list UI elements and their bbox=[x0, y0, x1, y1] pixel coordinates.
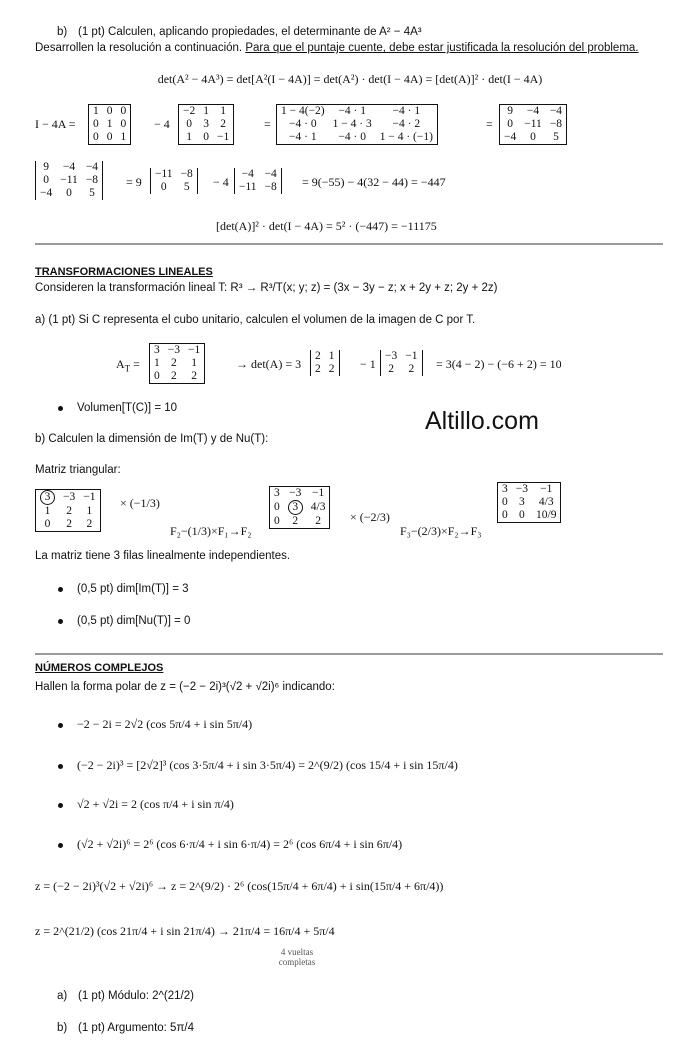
matrix-cell: 1 bbox=[93, 105, 99, 117]
matrix-row bbox=[381, 350, 423, 363]
matrix-cell: −4 · 0 bbox=[338, 131, 366, 143]
matrix-cell: −8 bbox=[549, 118, 563, 130]
instruction-underlined: Para que el puntaje cuente, debe estar justificada la resolución del problema. bbox=[245, 42, 639, 54]
matrix-cell: 0 bbox=[502, 509, 508, 521]
matrix-cell: 0 bbox=[44, 518, 51, 530]
det-minor-2 bbox=[380, 350, 423, 376]
matrix-cell: −3 bbox=[167, 344, 180, 356]
det-mid: − 1 bbox=[360, 357, 376, 371]
matrix-cell: 5 bbox=[183, 181, 190, 193]
matrix-cell: −1 bbox=[83, 491, 96, 503]
matrix-cell: 2 bbox=[328, 363, 335, 375]
matrix-cell: 2 bbox=[315, 350, 321, 362]
det-tail: = 3(4 − 2) − (−6 + 2) = 10 bbox=[436, 357, 562, 371]
minor-2 bbox=[234, 168, 282, 194]
volume-answer: Volumen[T(C)] = 10 bbox=[77, 402, 178, 414]
matrix-cell: −3 bbox=[63, 491, 76, 503]
matrix-row bbox=[36, 505, 101, 518]
answer-b-item: b) bbox=[57, 1022, 68, 1034]
matrix-row bbox=[151, 181, 198, 194]
at-equals: = bbox=[133, 357, 140, 371]
matrix-cell: 2 bbox=[220, 118, 226, 130]
eq-9: = 9 bbox=[126, 175, 142, 189]
matrix-cell: 0 bbox=[106, 131, 113, 143]
matrix-cell: −4 bbox=[85, 161, 99, 173]
matrix-row bbox=[89, 105, 131, 119]
minor-1 bbox=[150, 168, 198, 194]
matrix-row bbox=[151, 168, 198, 181]
complex-step-2: (−2 − 2i)³ = [2√2]³ (cos 3·5π/4 + i sin 3·5π/4) = 2^(9/2) (cos 15/4 + i sin 15π/4) bbox=[77, 758, 458, 772]
expanded-matrix bbox=[276, 104, 438, 145]
matrix-cell: 0 bbox=[274, 515, 280, 527]
matrix-cell: 2 bbox=[315, 363, 321, 375]
matrix-row bbox=[500, 131, 567, 145]
det-text: → det(A) = 3 bbox=[236, 357, 302, 371]
matrix-cell: −3 bbox=[289, 487, 302, 499]
matrix-cell: 0 bbox=[66, 187, 72, 199]
matrix-cell bbox=[36, 490, 60, 506]
tri-matrix-2 bbox=[269, 486, 330, 529]
matrix-row bbox=[270, 515, 330, 529]
matrix-cell: −4 · 1 bbox=[338, 105, 366, 117]
matrix-cell: 1 − 4 · (−1) bbox=[379, 131, 433, 143]
bullet-c2 bbox=[58, 764, 63, 769]
matrix-row bbox=[89, 131, 131, 145]
matrix-row bbox=[311, 350, 340, 363]
matrix-cell: −11 bbox=[239, 181, 257, 193]
matrix-cell: 2 bbox=[66, 518, 72, 530]
matrix-cell: −4 · 2 bbox=[392, 118, 421, 130]
matrix-row bbox=[500, 105, 567, 119]
identity-matrix bbox=[88, 104, 131, 145]
bullet-dim-im bbox=[58, 587, 63, 592]
matrix-cell: −4 bbox=[241, 168, 254, 180]
matrix-row bbox=[179, 118, 234, 131]
bullet-c3 bbox=[58, 803, 63, 808]
equals-sign-1: = bbox=[264, 117, 271, 131]
question-a: a) (1 pt) Si C representa el cubo unitario, calculen el volumen de la imagen de C por T. bbox=[35, 314, 476, 326]
matrix-cell: −3 bbox=[515, 483, 528, 495]
complex-intro: Hallen la forma polar de z = (−2 − 2i)³(√2 + √2i)⁶ indicando: bbox=[35, 681, 335, 693]
matrix-row bbox=[277, 118, 438, 131]
det-minor-1 bbox=[310, 350, 340, 376]
matrix-row bbox=[270, 500, 330, 515]
matrix-cell: 1 bbox=[120, 131, 127, 143]
bullet-dim-nu bbox=[58, 619, 63, 624]
bullet-c4 bbox=[58, 843, 63, 848]
matrix-row bbox=[498, 509, 561, 523]
at-label bbox=[116, 357, 140, 375]
z-line-2: z = 2^(21/2) (cos 21π/4 + i sin 21π/4) → 21π/4 = 16π/4 + 5π/4 bbox=[35, 924, 335, 938]
matrix-row bbox=[179, 105, 234, 119]
matrix-cell: 5 bbox=[553, 131, 559, 143]
dim-im: (0,5 pt) dim[Im(T)] = 3 bbox=[77, 583, 189, 595]
answer-argument: (1 pt) Argumento: 5π/4 bbox=[78, 1022, 194, 1034]
matrix-cell: −1 bbox=[217, 131, 230, 143]
at-subscript: T bbox=[124, 363, 131, 374]
matrix-row bbox=[89, 118, 131, 131]
matrix-cell: −11 bbox=[60, 174, 78, 186]
item-b-text: (1 pt) Calculen, aplicando propiedades, el determinante de A² − 4A³ bbox=[78, 26, 422, 38]
matrix-cell: 3 bbox=[203, 118, 209, 130]
matrix-cell: 9 bbox=[43, 161, 49, 173]
matrix-cell: 2 bbox=[292, 515, 299, 527]
matrix-row bbox=[498, 483, 561, 497]
eq-minus-4: − 4 bbox=[213, 175, 229, 189]
z-line-1: z = (−2 − 2i)³(√2 + √2i)⁶ → z = 2^(9/2) · 2⁶ (cos(15π/4 + 6π/4) + i sin(15π/4 + 6π/4)) bbox=[35, 879, 444, 893]
matrix-cell: 0 bbox=[93, 131, 99, 143]
matrix-cell: 5 bbox=[89, 187, 95, 199]
matrix-t bbox=[149, 343, 205, 384]
at-letter: A bbox=[116, 357, 125, 371]
matrix-cell: −4 bbox=[40, 187, 53, 199]
matrix-cell: 0 bbox=[120, 118, 127, 130]
complex-step-4: (√2 + √2i)⁶ = 2⁶ (cos 6·π/4 + i sin 6·π/4) = 2⁶ (cos 6π/4 + i sin 6π/4) bbox=[77, 837, 403, 851]
matrix-row bbox=[270, 487, 330, 501]
matrix-row bbox=[179, 131, 234, 145]
matrix-cell: −8 bbox=[264, 181, 277, 193]
complex-step-1: −2 − 2i = 2√2 (cos 5π/4 + i sin 5π/4) bbox=[77, 717, 253, 731]
matrix-row bbox=[277, 105, 438, 119]
matrix-cell: −3 bbox=[385, 350, 398, 362]
complex-step-3: √2 + √2i = 2 (cos π/4 + i sin π/4) bbox=[77, 797, 234, 811]
triangular-label: Matriz triangular: bbox=[35, 464, 121, 476]
matrix-cell: −1 bbox=[405, 350, 418, 362]
matrix-cell: 0 bbox=[43, 174, 49, 186]
dim-nu: (0,5 pt) dim[Nu(T)] = 0 bbox=[77, 615, 191, 627]
matrix-row bbox=[36, 187, 103, 200]
matrix-cell: 0 bbox=[530, 131, 536, 143]
matrix-cell: 1 bbox=[220, 105, 226, 117]
matrix-a bbox=[178, 104, 234, 145]
matrix-cell: 2 bbox=[191, 370, 197, 382]
matrix-row bbox=[277, 131, 438, 145]
matrix-cell: 0 bbox=[106, 105, 113, 117]
answer-a-item: a) bbox=[57, 990, 68, 1002]
cofactor-tail: = 9(−55) − 4(32 − 44) = −447 bbox=[302, 175, 446, 189]
matrix-cell: −4 · 1 bbox=[392, 105, 421, 117]
matrix-cell: 1 bbox=[328, 350, 335, 362]
matrix-cell: 10/9 bbox=[536, 509, 557, 521]
det-line-1: det(A² − 4A³) = det[A²(I − 4A)] = det(A²) · det(I − 4A) = [det(A)]² · det(I − 4A) bbox=[157, 72, 543, 86]
matrix-cell: 2 bbox=[86, 518, 93, 530]
pivot-circle: 3 bbox=[288, 500, 303, 515]
matrix-cell: 0 bbox=[507, 118, 513, 130]
matrix-row bbox=[381, 363, 423, 376]
matrix-cell: 1 − 4(−2) bbox=[281, 105, 325, 117]
matrix-row bbox=[235, 181, 282, 194]
matrix-cell: 4/3 bbox=[310, 501, 326, 513]
matrix-cell: 0 bbox=[186, 118, 192, 130]
matrix-cell: 0 bbox=[203, 131, 209, 143]
matrix-cell: −4 bbox=[264, 168, 277, 180]
matrix-cell: 3 bbox=[519, 496, 525, 508]
matrix-cell: 4/3 bbox=[538, 496, 554, 508]
matrix-cell: −2 bbox=[183, 105, 196, 117]
matrix-cell: −11 bbox=[524, 118, 542, 130]
matrix-cell: −4 · 1 bbox=[289, 131, 317, 143]
matrix-cell: −1 bbox=[188, 344, 201, 356]
matrix-row bbox=[500, 118, 567, 131]
matrix-row bbox=[36, 161, 103, 174]
matrix-cell: 3 bbox=[154, 344, 160, 356]
matrix-cell: −4 bbox=[504, 131, 517, 143]
question-b: b) Calculen la dimensión de Im(T) y de Nu(T): bbox=[35, 433, 269, 445]
matrix-cell: 3 bbox=[502, 483, 508, 495]
matrix-cell: 0 bbox=[519, 509, 525, 521]
matrix-cell: −4 bbox=[62, 161, 76, 173]
matrix-cell: 0 bbox=[274, 501, 280, 513]
matrix-cell: 0 bbox=[160, 181, 167, 193]
matrix-row bbox=[498, 496, 561, 509]
item-b-label: b) bbox=[57, 26, 68, 38]
matrix-cell: 3 bbox=[274, 487, 280, 499]
instruction-plain: Desarrollen la resolución a continuación. bbox=[35, 42, 246, 54]
matrix-cell: −1 bbox=[311, 487, 325, 499]
matrix-cell: 2 bbox=[388, 363, 394, 375]
matrix-cell: 1 bbox=[106, 118, 113, 130]
result-matrix bbox=[499, 104, 567, 145]
matrix-cell: 1 − 4 · 3 bbox=[332, 118, 372, 130]
det-result-matrix bbox=[35, 161, 103, 200]
matrix-cell: 1 bbox=[44, 505, 51, 517]
section-title-complex: NÚMEROS COMPLEJOS bbox=[35, 662, 164, 674]
matrix-cell: 1 bbox=[186, 131, 192, 143]
matrix-cell: −8 bbox=[180, 168, 193, 180]
matrix-row bbox=[150, 357, 205, 370]
matrix-row bbox=[150, 370, 205, 384]
tri-op-2: × (−2/3) bbox=[350, 510, 390, 524]
i-minus-4a-label: I − 4A = bbox=[35, 117, 76, 131]
matrix-cell: 0 bbox=[120, 105, 127, 117]
tri-row-op-1: F₂−(1/3)×F₁→F₂ bbox=[170, 524, 252, 538]
watermark-text: Altillo.com bbox=[425, 407, 539, 435]
matrix-cell: −4 · 0 bbox=[289, 118, 317, 130]
matrix-row bbox=[311, 363, 340, 376]
matrix-cell: 2 bbox=[171, 370, 177, 382]
matrix-cell: 9 bbox=[507, 105, 513, 117]
matrix-cell: 0 bbox=[93, 118, 99, 130]
equals-sign-2: = bbox=[486, 117, 493, 131]
bullet-volume bbox=[58, 406, 63, 411]
matrix-row bbox=[36, 174, 103, 187]
matrix-cell: −11 bbox=[155, 168, 173, 180]
matrix-row bbox=[150, 344, 205, 358]
answer-modulus: (1 pt) Módulo: 2^(21/2) bbox=[78, 990, 194, 1002]
times-four: − 4 bbox=[154, 117, 170, 131]
matrix-cell bbox=[284, 500, 307, 515]
matrix-cell: 0 bbox=[502, 496, 508, 508]
tri-row-op-2: F₃−(2/3)×F₂→F₃ bbox=[400, 524, 482, 538]
det-final: [det(A)]² · det(I − 4A) = 5² · (−447) = −11175 bbox=[216, 219, 437, 233]
matrix-cell: −1 bbox=[540, 483, 553, 495]
section-title-linear: TRANSFORMACIONES LINEALES bbox=[35, 266, 213, 278]
matrix-cell: 2 bbox=[66, 505, 72, 517]
matrix-cell: 2 bbox=[315, 515, 321, 527]
matrix-row bbox=[36, 518, 101, 532]
bullet-c1 bbox=[58, 723, 63, 728]
pivot-circle: 3 bbox=[40, 490, 55, 505]
divider-2 bbox=[35, 653, 663, 655]
tri-matrix-3 bbox=[497, 482, 561, 523]
matrix-row bbox=[36, 490, 101, 506]
linear-intro: Consideren la transformación lineal T: R³ → R³/T(x; y; z) = (3x − 3y − z; x + 2y + z; 2y + 2z) bbox=[35, 282, 498, 294]
matrix-cell: 1 bbox=[203, 105, 209, 117]
matrix-cell: −4 bbox=[526, 105, 540, 117]
instruction-line bbox=[35, 41, 639, 55]
divider-1 bbox=[35, 243, 663, 245]
matrix-cell: −8 bbox=[85, 174, 99, 186]
independent-text: La matriz tiene 3 filas linealmente independientes. bbox=[35, 550, 291, 562]
matrix-cell: 1 bbox=[191, 357, 197, 369]
matrix-cell: 0 bbox=[154, 370, 160, 382]
tri-matrix-1 bbox=[35, 489, 101, 532]
matrix-cell: 2 bbox=[408, 363, 415, 375]
matrix-cell: 1 bbox=[86, 505, 93, 517]
matrix-cell: 2 bbox=[171, 357, 177, 369]
tri-op-1: × (−1/3) bbox=[120, 496, 160, 510]
matrix-cell: −4 bbox=[549, 105, 563, 117]
matrix-row bbox=[235, 168, 282, 181]
vueltas-note: 4 vueltas completas bbox=[278, 947, 316, 967]
matrix-cell: 1 bbox=[154, 357, 160, 369]
